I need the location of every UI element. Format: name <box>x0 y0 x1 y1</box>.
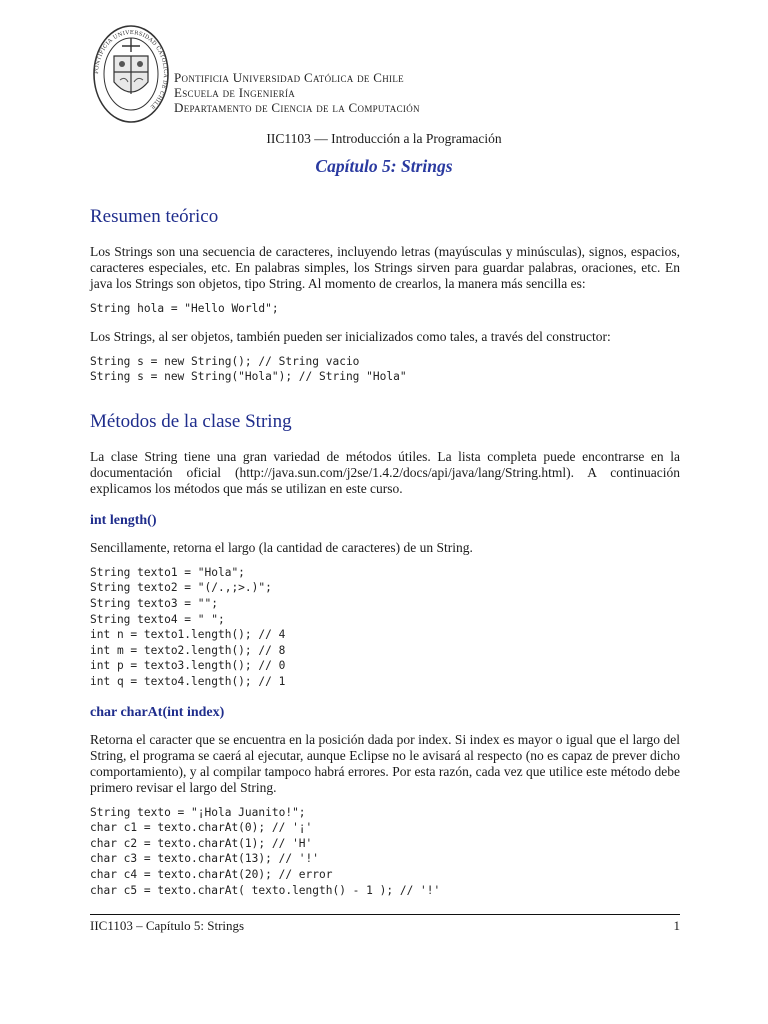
page-number: 1 <box>673 918 680 933</box>
svg-text:PONTIFICIA UNIVERSIDAD CATÓLIC: PONTIFICIA UNIVERSIDAD CATÓLICA DE CHILE <box>93 29 169 110</box>
chapter-title: Capítulo 5: Strings <box>315 156 453 176</box>
code-block-charat: String texto = "¡Hola Juanito!"; char c1 = texto.charAt(0); // '¡' char c2 = texto.charAt(1); // 'H' char c3 = texto.charAt(13); // '!' char c4 = texto.charAt(20); // error char c5 = texto.charAt( texto.length() - 1 ); // '!' <box>90 805 441 897</box>
resumen-paragraph-2: Los Strings, al ser objetos, también pueden ser inicializados como tales, a través del constructor: <box>90 328 611 344</box>
school-name: Escuela de Ingeniería <box>174 85 296 100</box>
code-block-length: String texto1 = "Hola"; String texto2 = "(/.,;>.)"; String texto3 = ""; String texto4 = " "; int n = texto1.length(); // 4 int m = texto2.length(); // 8 int p = texto3.length(); // 0 int q = texto4.length(); // 1 <box>90 565 286 688</box>
main-content <box>90 204 680 910</box>
resumen-paragraph-1: Los Strings son una secuencia de caracteres, incluyendo letras (mayúsculas y minúsculas), signos, espacios, caracteres especiales, etc. En palabras simples, los Strings sirven para guardar palabras, oraciones, etc. En java los Strings son objetos, tipo String. Al momento de crearlos, la manera más sencilla es: <box>90 244 680 291</box>
page-footer <box>90 918 680 934</box>
method-heading-length: int length() <box>90 512 157 528</box>
metodos-paragraph: La clase String tiene una gran variedad de métodos útiles. La lista completa puede encontrarse en la documentación oficial (http://java.sun.com/j2se/1.4.2/docs/api/java/lang/String.html). A continuación explicamos los métodos que más se utilizan en este curso. <box>90 448 680 496</box>
method-heading-charat: char charAt(int index) <box>90 704 225 720</box>
section-heading-metodos: Métodos de la clase String <box>90 410 292 432</box>
footer-rule <box>90 914 680 915</box>
length-description: Sencillamente, retorna el largo (la cantidad de caracteres) de un String. <box>90 539 473 555</box>
footer-title: IIC1103 – Capítulo 5: Strings <box>90 918 245 933</box>
university-seal-icon <box>92 22 170 126</box>
code-block-hola: String hola = "Hello World"; <box>90 302 279 315</box>
charat-description: Retorna el caracter que se encuentra en la posición dada por index. Si index es mayor o igual que el largo del String, el programa se caerá al ejecutar, aunque Eclipse no le avisará al respecto (no es capaz de prever dicho comportamiento), y al compilar tampoco habrá errores. Por esta razón, cada vez que utilice este método debe primero revisar el largo del String. <box>90 731 680 795</box>
section-heading-resumen: Resumen teórico <box>90 206 219 227</box>
code-block-constructor: String s = new String(); // String vacio String s = new String("Hola"); // String "Hola" <box>90 354 407 384</box>
course-title: IIC1103 — Introducción a la Programación <box>266 131 502 146</box>
institution-block <box>174 70 420 115</box>
institution-name: Pontificia Universidad Católica de Chile <box>174 70 404 85</box>
department-name: Departamento de Ciencia de la Computación <box>174 100 420 115</box>
